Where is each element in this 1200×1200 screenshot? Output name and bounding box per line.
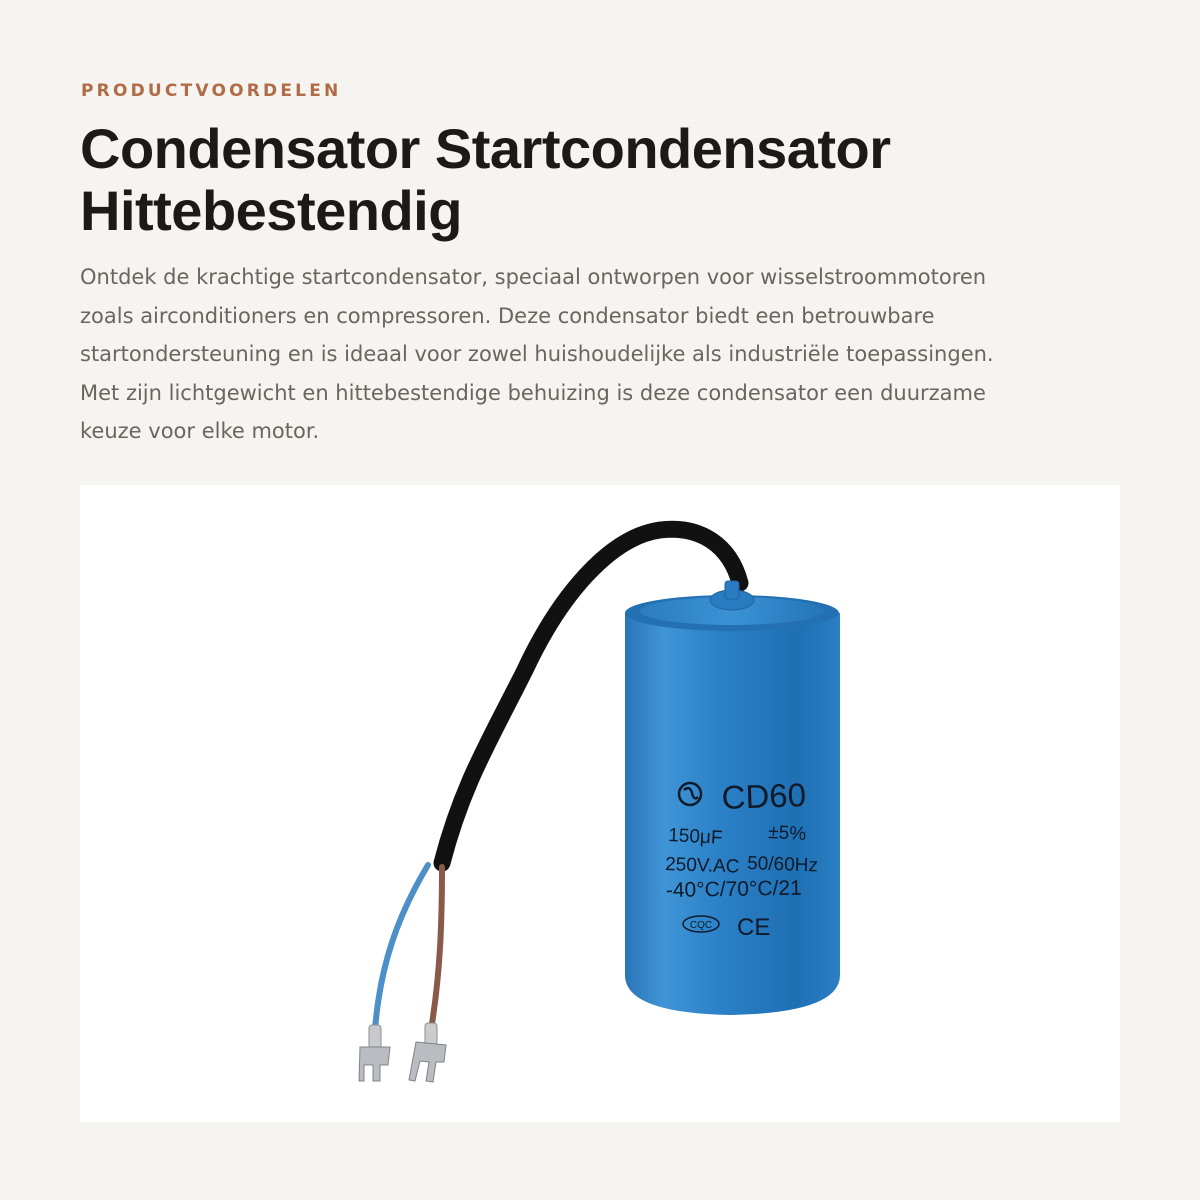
product-description [80,258,1120,451]
description-line: Ontdek de krachtige startcondensator, speciaal ontworpen voor wisselstroommotoren [80,265,987,289]
product-title-line: Hittebestendig [80,179,462,242]
description-line: startondersteuning en is ideaal voor zowel huishoudelijke als industriële toepassingen. [80,342,994,366]
label-tolerance: ±5% [767,822,807,845]
spade-terminal [359,1025,390,1081]
label-capacitance: 150μF [667,825,724,849]
blue-wire [375,865,428,1030]
label-temperature: -40°C/70°C/21 [665,876,802,902]
capacitor-illustration [80,485,1120,1122]
product-title-line: Condensator Startcondensator [80,117,891,180]
label-model: CD60 [720,776,807,816]
description-line: zoals airconditioners en compressoren. Deze condensator biedt een betrouwbare [80,303,935,328]
product-image [80,485,1120,1122]
brown-wire [431,867,442,1030]
description-line: Met zijn lichtgewicht en hittebestendige behuizing is deze condensator een duurzame [80,380,986,405]
label-cert-ce: CE [737,914,771,941]
label-voltage: 250V.AC [664,854,740,878]
product-title [80,118,1120,242]
label-frequency: 50/60Hz [746,853,819,877]
label-cert-cqc: CQC [689,920,713,931]
description-line: keuze voor elke motor. [80,419,320,443]
spade-terminal [409,1023,446,1082]
section-eyebrow: PRODUCTVOORDELEN [81,81,342,101]
